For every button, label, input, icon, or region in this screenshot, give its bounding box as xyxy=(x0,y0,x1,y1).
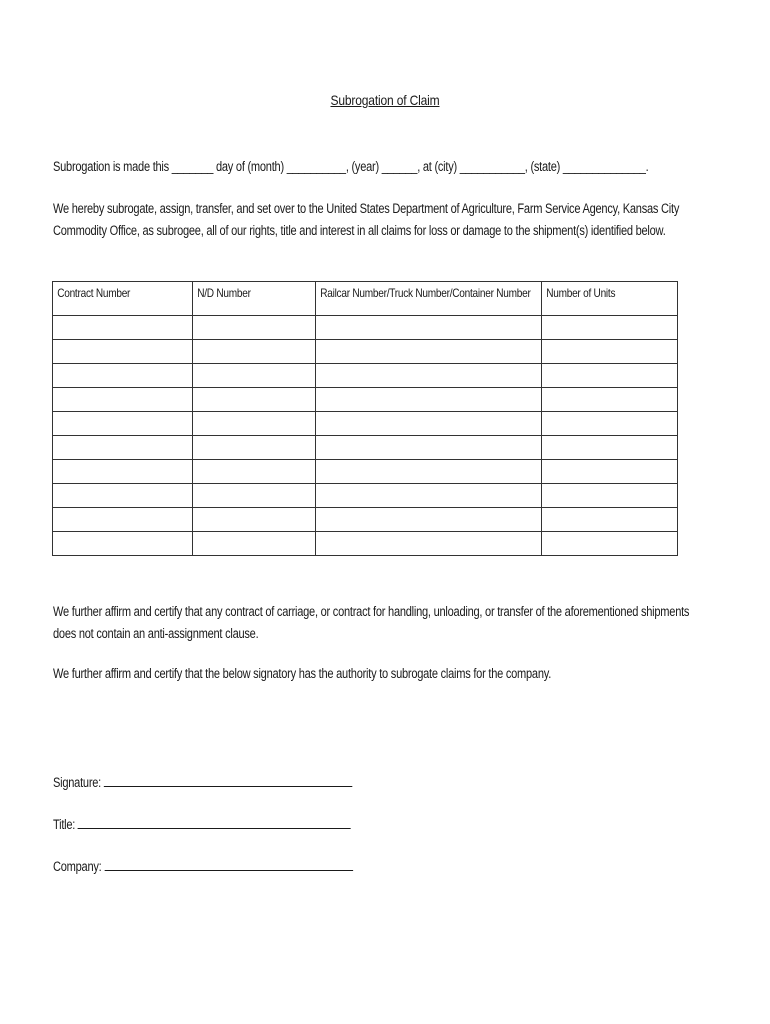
header-number-of-units: Number of Units xyxy=(542,282,678,316)
table-cell[interactable] xyxy=(316,388,542,412)
table-row xyxy=(53,484,678,508)
table-cell[interactable] xyxy=(193,388,316,412)
table-row xyxy=(53,460,678,484)
header-contract-number: Contract Number xyxy=(53,282,193,316)
table-cell[interactable] xyxy=(193,460,316,484)
table-cell[interactable] xyxy=(316,532,542,556)
affirm-paragraph xyxy=(53,601,689,645)
table-cell[interactable] xyxy=(316,364,542,388)
signature-field xyxy=(53,772,352,790)
table-cell[interactable] xyxy=(53,436,193,460)
table-cell[interactable] xyxy=(542,532,678,556)
table-row xyxy=(53,508,678,532)
table-cell[interactable] xyxy=(53,484,193,508)
signature-label: Signature: xyxy=(53,775,102,790)
table-cell[interactable] xyxy=(316,340,542,364)
table-cell[interactable] xyxy=(542,340,678,364)
table-cell[interactable] xyxy=(542,460,678,484)
table-cell[interactable] xyxy=(53,388,193,412)
subrogation-paragraph-line-2: Commodity Office, as subrogee, all of our rights, title and interest in all claims for loss or damage to the shipment(s) identified below. xyxy=(53,223,666,238)
table-cell[interactable] xyxy=(193,412,316,436)
table-cell[interactable] xyxy=(542,364,678,388)
table-cell[interactable] xyxy=(316,460,542,484)
table-cell[interactable] xyxy=(316,316,542,340)
table-row xyxy=(53,316,678,340)
table-cell[interactable] xyxy=(53,412,193,436)
table-cell[interactable] xyxy=(542,316,678,340)
table-cell[interactable] xyxy=(53,364,193,388)
table-header-row xyxy=(53,282,678,316)
table-row xyxy=(53,412,678,436)
title-line[interactable] xyxy=(78,814,351,829)
company-label: Company: xyxy=(53,859,102,874)
table-cell[interactable] xyxy=(53,532,193,556)
table-cell[interactable] xyxy=(53,316,193,340)
table-cell[interactable] xyxy=(53,340,193,364)
header-railcar-truck-container-number: Railcar Number/Truck Number/Container Number xyxy=(316,282,542,316)
subrogation-paragraph xyxy=(53,198,679,242)
table-cell[interactable] xyxy=(542,388,678,412)
table-cell[interactable] xyxy=(193,484,316,508)
table-cell[interactable] xyxy=(53,508,193,532)
table-cell[interactable] xyxy=(53,460,193,484)
table-row xyxy=(53,340,678,364)
affirm-paragraph-line-2: does not contain an anti-assignment clause. xyxy=(53,626,259,641)
table-cell[interactable] xyxy=(316,436,542,460)
header-nd-number: N/D Number xyxy=(193,282,316,316)
affirm-paragraph-line-1: We further affirm and certify that any contract of carriage, or contract for handling, unloading, or transfer of the aforementioned shipments xyxy=(53,604,690,619)
table-cell[interactable] xyxy=(316,412,542,436)
title-label: Title: xyxy=(53,817,76,832)
company-line[interactable] xyxy=(104,856,352,871)
signature-line[interactable] xyxy=(104,772,352,787)
table-cell[interactable] xyxy=(542,508,678,532)
document-title: Subrogation of Claim xyxy=(330,92,440,108)
intro-line: Subrogation is made this _______ day of (month) __________, (year) ______, at (city) ___________, (state) ______________. xyxy=(53,159,649,174)
authority-paragraph: We further affirm and certify that the below signatory has the authority to subrogate claims for the company. xyxy=(53,666,552,681)
table-cell[interactable] xyxy=(542,436,678,460)
table-cell[interactable] xyxy=(542,484,678,508)
table-cell[interactable] xyxy=(193,364,316,388)
table-cell[interactable] xyxy=(193,340,316,364)
table-cell[interactable] xyxy=(316,508,542,532)
table-cell[interactable] xyxy=(193,532,316,556)
table-cell[interactable] xyxy=(316,484,542,508)
table-cell[interactable] xyxy=(542,412,678,436)
title-field xyxy=(53,814,351,832)
table-cell[interactable] xyxy=(193,436,316,460)
table-cell[interactable] xyxy=(193,508,316,532)
subrogation-paragraph-line-1: We hereby subrogate, assign, transfer, and set over to the United States Department of Agriculture, Farm Service Agency, Kansas City xyxy=(53,201,680,216)
company-field xyxy=(53,856,353,874)
table-row xyxy=(53,388,678,412)
table-row xyxy=(53,436,678,460)
table-row xyxy=(53,532,678,556)
shipment-table xyxy=(52,281,678,556)
table-row xyxy=(53,364,678,388)
table-cell[interactable] xyxy=(193,316,316,340)
